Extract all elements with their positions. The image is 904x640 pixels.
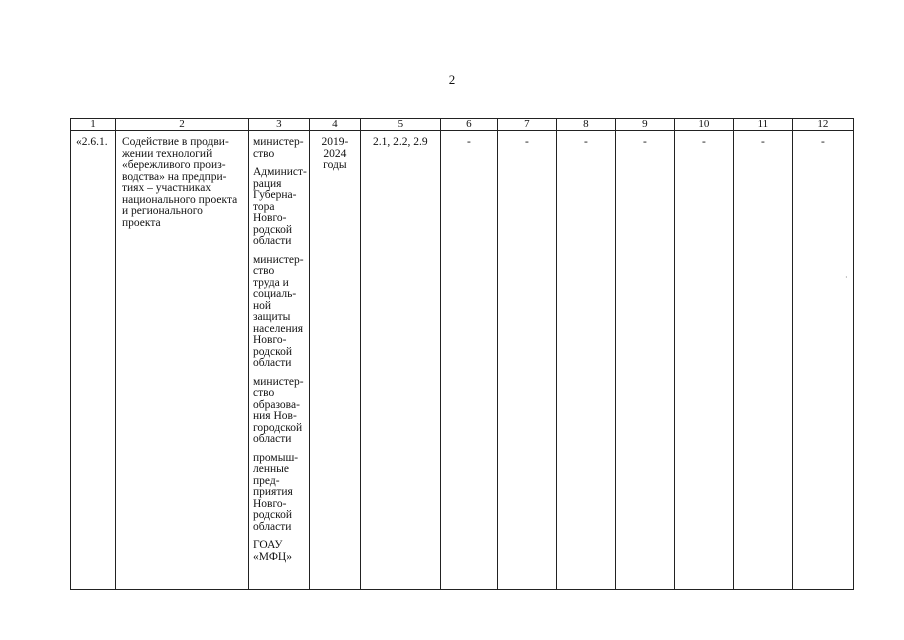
column-header: 11	[733, 119, 792, 131]
executor-line: ГОАУ	[253, 539, 283, 551]
period-line: годы	[323, 159, 347, 171]
column-header: 3	[249, 119, 310, 131]
executor-line: ство	[253, 147, 275, 160]
executor-line: министер-	[253, 136, 304, 148]
table-row	[71, 131, 854, 590]
column-header: 2	[116, 119, 249, 131]
description-line: проекта	[122, 216, 161, 229]
period-line: 2019-	[321, 136, 349, 148]
executor-line: Новго-	[253, 334, 287, 346]
executors-cell	[249, 131, 310, 590]
executor-line: области	[253, 235, 292, 247]
executor-line: ленные	[253, 463, 289, 475]
executor-line: родской	[253, 345, 293, 358]
column-header: 10	[674, 119, 733, 131]
executor-entry	[253, 137, 307, 160]
executor-entry	[253, 453, 307, 534]
indicators-cell: 2.1, 2.2, 2.9	[360, 131, 440, 590]
executor-line: промыш-	[253, 451, 299, 464]
executor-line: труда и	[253, 276, 289, 289]
executor-line: Новго-	[253, 497, 287, 510]
column-header: 8	[556, 119, 615, 131]
column-header: 9	[615, 119, 674, 131]
column-header: 5	[360, 119, 440, 131]
description-line: национального проекта	[122, 193, 238, 206]
executor-line: ство	[253, 387, 275, 399]
executor-entry	[253, 540, 307, 563]
value-cell: -	[674, 131, 733, 590]
scan-speck: ·	[845, 273, 848, 282]
header-row	[71, 119, 854, 131]
column-header: 4	[309, 119, 360, 131]
value-cell: -	[792, 131, 853, 590]
executor-line: ной	[253, 299, 272, 312]
description-line: Содействие в продви-	[122, 136, 229, 148]
executor-line: населения	[253, 322, 304, 335]
period-line: 2024	[323, 147, 347, 160]
column-header: 7	[497, 119, 556, 131]
executor-line: родской	[253, 509, 293, 521]
measures-table	[70, 118, 854, 590]
executor-entry	[253, 255, 307, 370]
executor-line: приятия	[253, 486, 293, 498]
executor-line: ния Нов-	[253, 410, 297, 422]
executor-line: Админист-	[253, 166, 307, 178]
executor-line: Новго-	[253, 212, 287, 224]
value-cell: -	[733, 131, 792, 590]
executor-line: Губерна-	[253, 189, 297, 201]
column-header: 1	[71, 119, 116, 131]
executor-line: родской	[253, 223, 293, 236]
executor-entry	[253, 377, 307, 446]
executor-line: ство	[253, 265, 275, 277]
executor-line: министер-	[253, 253, 304, 266]
value-cell: -	[440, 131, 497, 590]
item-description	[116, 131, 249, 590]
description-line: водства» на предпри-	[122, 170, 227, 183]
executor-line: социаль-	[253, 288, 297, 300]
executor-line: области	[253, 433, 292, 445]
page-number: 2	[448, 72, 456, 87]
item-number: «2.6.1.	[71, 131, 116, 590]
executor-line: рация	[253, 177, 282, 190]
description-line: и регионального	[122, 205, 203, 217]
executor-line: области	[253, 357, 292, 369]
column-header: 12	[792, 119, 853, 131]
description-line: жении технологий	[122, 147, 213, 160]
executor-line: тора	[253, 200, 275, 213]
value-cell: -	[615, 131, 674, 590]
executor-line: «МФЦ»	[253, 550, 292, 563]
executor-entry	[253, 167, 307, 248]
period-cell	[309, 131, 360, 590]
executor-line: министер-	[253, 375, 304, 388]
value-cell: -	[556, 131, 615, 590]
executor-line: образова-	[253, 398, 300, 411]
executor-line: защиты	[253, 311, 291, 323]
description-line: тиях – участниках	[122, 182, 212, 194]
description-line: «бережливого произ-	[122, 159, 226, 171]
executor-line: пред-	[253, 474, 280, 487]
column-header: 6	[440, 119, 497, 131]
value-cell: -	[497, 131, 556, 590]
executor-line: городской	[253, 421, 303, 434]
executor-line: области	[253, 520, 292, 533]
